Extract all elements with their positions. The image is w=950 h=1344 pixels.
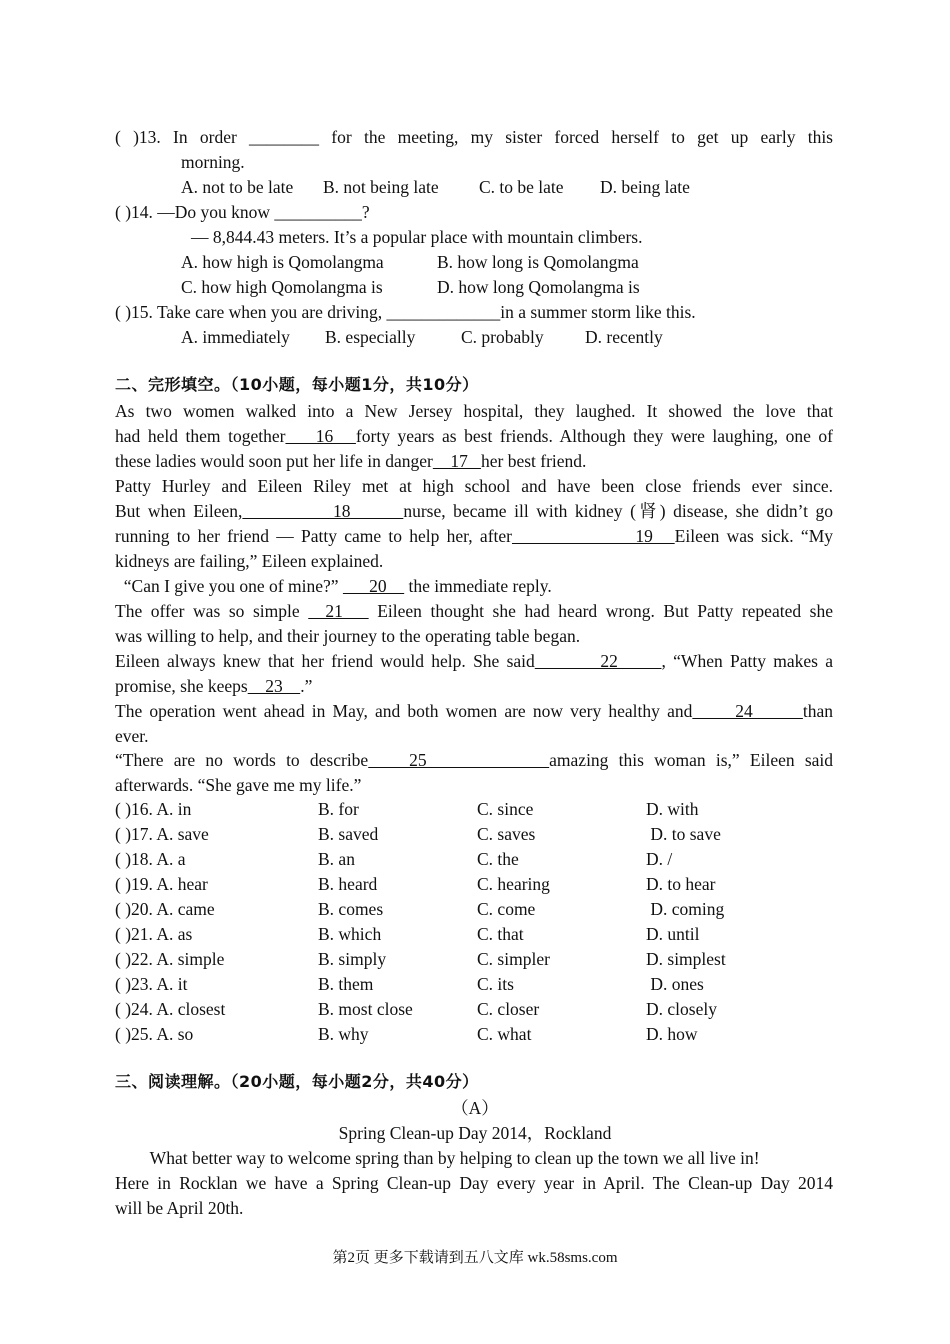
- cloze-p1-line1: As two women walked into a New Jersey hospital, they laughed. It showed the love that: [115, 401, 833, 421]
- blank-19: 19: [511, 526, 675, 546]
- cloze-option-row: [115, 823, 835, 848]
- text: nurse, became ill with kidney (肾) disease, she didn’t go: [403, 501, 834, 521]
- cloze-p5-line1: [115, 650, 833, 672]
- text: had held them together: [115, 426, 286, 446]
- text: The operation went ahead in May, and both women are now very healthy and: [115, 701, 693, 721]
- blank-24: 24: [692, 701, 803, 721]
- text: these ladies would soon put her life in danger: [115, 451, 433, 471]
- option-a: ( )24. A. closest: [115, 999, 226, 1019]
- cloze-p6-line2: ever.: [115, 726, 149, 746]
- q13-option-c: C. to be late: [479, 177, 564, 197]
- q15-stem: ( )15. Take care when you are driving, _____________in a summer storm like this.: [115, 302, 696, 322]
- blank-18: 18: [242, 501, 404, 521]
- option-a: ( )19. A. hear: [115, 874, 208, 894]
- text: Eileen was sick. “My: [674, 526, 834, 546]
- cloze-option-row: [115, 898, 835, 923]
- text: “There are no words to describe: [115, 750, 369, 770]
- option-b: B. which: [318, 924, 382, 944]
- q14-stem: ( )14. —Do you know __________?: [115, 202, 370, 222]
- option-c: C. simpler: [477, 949, 550, 969]
- option-a: ( )16. A. in: [115, 799, 192, 819]
- blank-21: 21: [308, 601, 369, 621]
- text: Eileen thought she had heard wrong. But Patty repeated she: [368, 601, 833, 621]
- cloze-p7-line2: afterwards. “She gave me my life.”: [115, 775, 362, 795]
- passage-line3: will be April 20th.: [115, 1198, 244, 1218]
- cloze-p7-line1: [115, 749, 833, 771]
- text: forty years as best friends. Although they were laughing, one of: [355, 426, 834, 446]
- option-a: ( )18. A. a: [115, 849, 186, 869]
- option-c: C. what: [477, 1024, 532, 1044]
- q14-option-b: B. how long is Qomolangma: [437, 252, 639, 272]
- passage-title: Spring Clean-up Day 2014，Rockland: [338, 1123, 612, 1143]
- option-d: D. coming: [646, 899, 725, 919]
- cloze-options-table: [115, 798, 835, 1048]
- cloze-option-row: [115, 923, 835, 948]
- cloze-p2-line2: [115, 500, 833, 522]
- option-d: D. how: [646, 1024, 698, 1044]
- option-c: C. come: [477, 899, 536, 919]
- option-b: B. for: [318, 799, 359, 819]
- option-b: B. saved: [318, 824, 379, 844]
- passage-line2: Here in Rocklan we have a Spring Clean-up Day every year in April. The Clean-up Day 2014: [115, 1173, 833, 1193]
- option-b: B. why: [318, 1024, 369, 1044]
- text: the immediate reply.: [404, 576, 552, 596]
- cloze-option-row: [115, 873, 835, 898]
- cloze-p2-line3: [115, 525, 833, 547]
- q13-option-a: A. not to be late: [181, 177, 294, 197]
- cloze-p3-line1: [115, 575, 552, 597]
- cloze-option-row: [115, 848, 835, 873]
- page-footer: 第2页 更多下载请到五八文库 wk.58sms.com: [332, 1250, 618, 1266]
- text: Eileen always knew that her friend would help. She said: [115, 651, 535, 671]
- option-c: C. saves: [477, 824, 536, 844]
- option-c: C. that: [477, 924, 524, 944]
- cloze-p4-line1: [115, 600, 833, 622]
- q13-stem-cont: morning.: [181, 152, 245, 172]
- text: promise, she keeps: [115, 676, 248, 696]
- text: The offer was so simple: [115, 601, 309, 621]
- blank-23: 23: [247, 676, 301, 696]
- option-d: D. /: [646, 849, 673, 869]
- cloze-p1-line3: [115, 450, 833, 472]
- option-d: D. with: [646, 799, 699, 819]
- cloze-option-row: [115, 973, 835, 998]
- cloze-option-row: [115, 798, 835, 823]
- option-b: B. comes: [318, 899, 384, 919]
- text: her best friend.: [480, 451, 587, 471]
- cloze-option-row: [115, 948, 835, 973]
- cloze-p5-line2: [115, 675, 312, 697]
- section-2-title: 二、完形填空。（10小题，每小题1分，共10分）: [115, 375, 479, 394]
- q13-option-d: D. being late: [600, 177, 690, 197]
- blank-22: 22: [534, 651, 662, 671]
- option-d: D. to save: [646, 824, 721, 844]
- option-c: C. its: [477, 974, 514, 994]
- q15-option-b: B. especially: [325, 327, 416, 347]
- blank-25: 25: [368, 750, 550, 770]
- text: .”: [300, 676, 313, 696]
- cloze-option-row: [115, 998, 835, 1023]
- option-d: D. ones: [646, 974, 704, 994]
- option-a: ( )25. A. so: [115, 1024, 194, 1044]
- passage-line1: What better way to welcome spring than by helping to clean up the town we all live in!: [115, 1148, 760, 1168]
- option-a: ( )21. A. as: [115, 924, 193, 944]
- q15-option-d: D. recently: [585, 327, 663, 347]
- cloze-option-row: [115, 1023, 835, 1048]
- option-a: ( )20. A. came: [115, 899, 215, 919]
- cloze-p4-line2: was willing to help, and their journey to the operating table began.: [115, 626, 581, 646]
- option-a: ( )22. A. simple: [115, 949, 225, 969]
- option-c: C. the: [477, 849, 519, 869]
- blank-16: 16: [285, 426, 356, 446]
- text: amazing this woman is,” Eileen said: [549, 750, 834, 770]
- cloze-p2-line1: Patty Hurley and Eileen Riley met at high school and have been close friends ever since.: [115, 476, 833, 496]
- q15-option-a: A. immediately: [181, 327, 290, 347]
- cloze-p2-line4: kidneys are failing,” Eileen explained.: [115, 551, 384, 571]
- option-c: C. since: [477, 799, 534, 819]
- option-d: D. closely: [646, 999, 717, 1019]
- q14-option-d: D. how long Qomolangma is: [437, 277, 640, 297]
- text: But when Eileen,: [115, 501, 243, 521]
- q15-option-c: C. probably: [461, 327, 544, 347]
- cloze-p1-line2: [115, 425, 833, 447]
- text: , “When Patty makes a: [661, 651, 833, 671]
- q14-option-c: C. how high Qomolangma is: [181, 277, 383, 297]
- option-b: B. heard: [318, 874, 378, 894]
- passage-part-label: （A）: [451, 1098, 499, 1118]
- option-d: D. to hear: [646, 874, 716, 894]
- blank-20: 20: [342, 576, 405, 596]
- option-a: ( )17. A. save: [115, 824, 209, 844]
- option-b: B. an: [318, 849, 355, 869]
- text: than: [802, 701, 834, 721]
- text: running to her friend — Patty came to help her, after: [115, 526, 512, 546]
- option-a: ( )23. A. it: [115, 974, 188, 994]
- option-b: B. simply: [318, 949, 387, 969]
- q13-option-b: B. not being late: [323, 177, 439, 197]
- text: “Can I give you one of mine?”: [115, 576, 343, 596]
- option-b: B. them: [318, 974, 374, 994]
- cloze-p6-line1: [115, 700, 833, 722]
- option-d: D. until: [646, 924, 700, 944]
- option-b: B. most close: [318, 999, 413, 1019]
- q14-option-a: A. how high is Qomolangma: [181, 252, 384, 272]
- option-c: C. hearing: [477, 874, 550, 894]
- blank-17: 17: [432, 451, 481, 471]
- option-d: D. simplest: [646, 949, 726, 969]
- q14-answer-line: — 8,844.43 meters. It’s a popular place with mountain climbers.: [191, 227, 643, 247]
- q13-stem: ( )13. In order ________ for the meeting, my sister forced herself to get up early this: [115, 127, 833, 147]
- section-3-title: 三、阅读理解。（20小题，每小题2分，共40分）: [115, 1072, 479, 1091]
- option-c: C. closer: [477, 999, 540, 1019]
